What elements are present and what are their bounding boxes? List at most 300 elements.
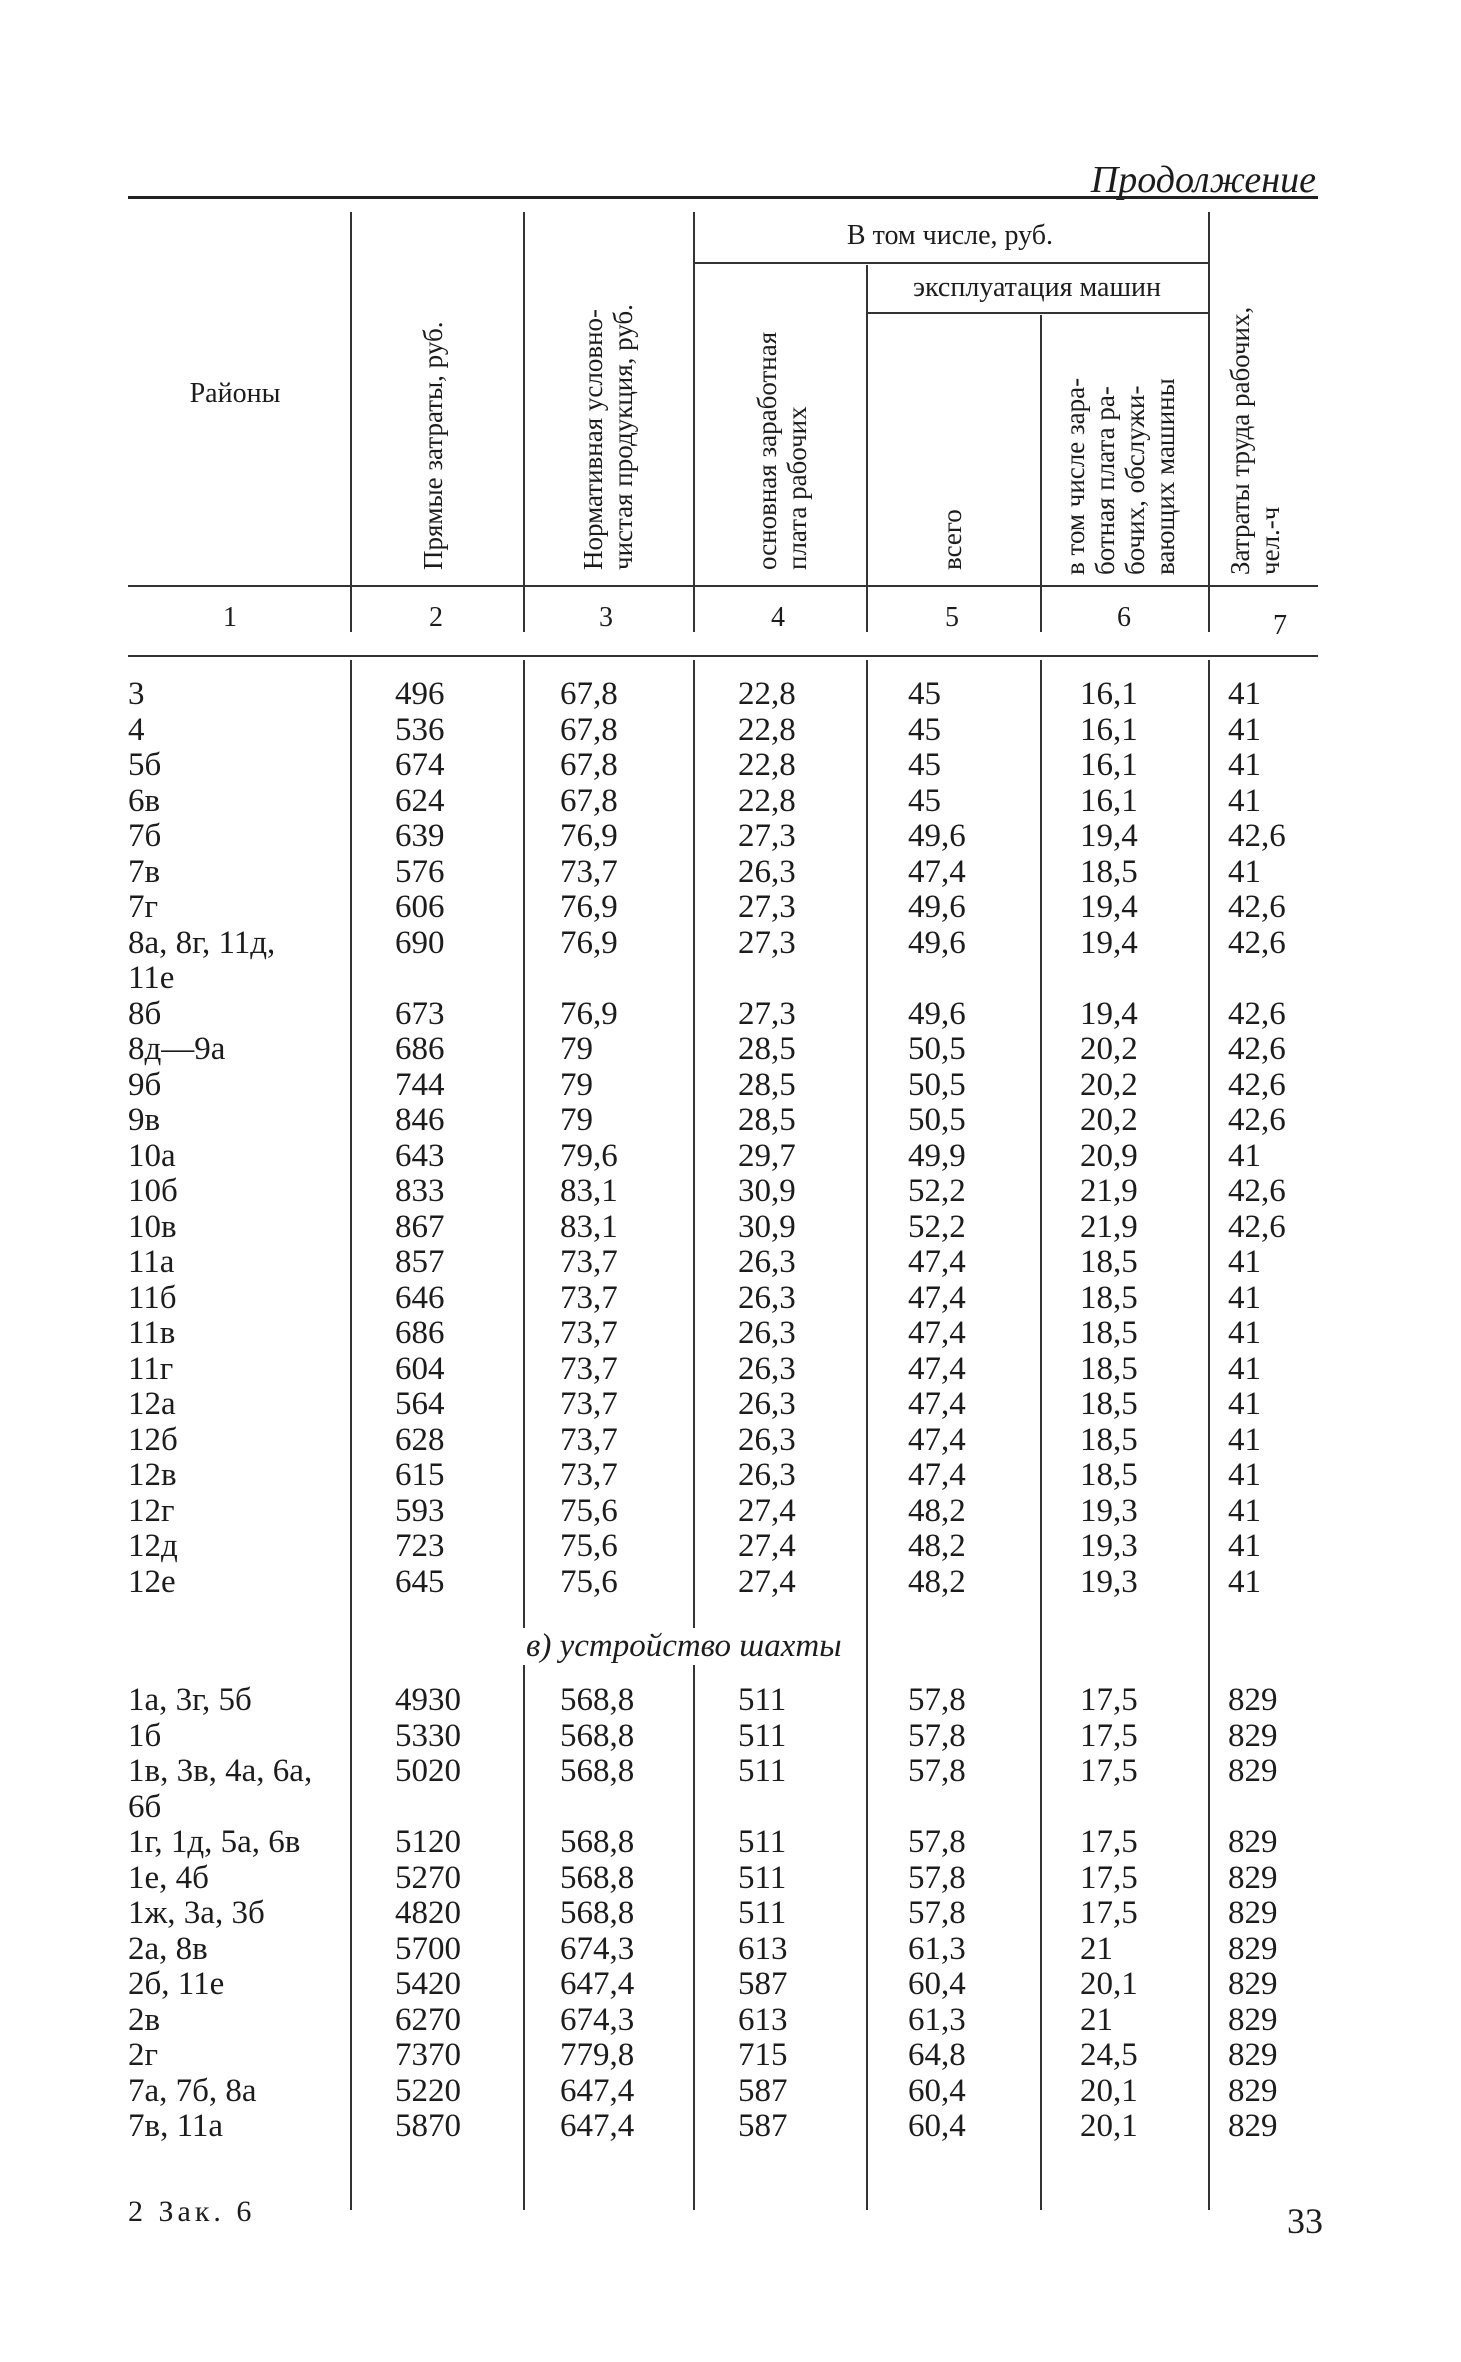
value-cell-c7: 829 [1228,1682,1278,1718]
region-cell: 5б [128,747,162,783]
region-cell: 1е, 4б [128,1859,209,1896]
value-cell-c2: 7370 [395,2037,461,2073]
value-cell-c5: 60,4 [908,1966,966,2002]
top-rule [128,196,1318,199]
value-cell-c7: 829 [1228,2072,1278,2109]
value-cell-c3: 67,8 [560,782,618,819]
header-labor-line1: Затраты труда рабочих, [1225,306,1255,575]
value-cell-c2: 857 [395,1244,445,1280]
value-cell-c6: 21,9 [1080,1208,1138,1245]
value-cell-c4: 26,3 [738,1279,796,1316]
region-cell: 2г [128,2037,159,2073]
header-total [937,509,967,570]
value-cell-c2: 673 [395,995,445,1032]
value-cell-c2: 5420 [395,1966,461,2002]
value-cell-c4: 26,3 [738,1315,796,1351]
region-cell: 1в, 3в, 4а, 6а, [128,1753,313,1789]
value-cell-c6: 18,5 [1080,1457,1138,1493]
colnum-1: 1 [223,602,237,633]
value-cell-c5: 48,2 [908,1563,966,1600]
value-cell-c6: 20,1 [1080,2072,1138,2109]
header-normative [578,304,638,570]
value-cell-c6: 19,4 [1080,889,1138,925]
value-cell-c6: 17,5 [1080,1895,1138,1931]
region-cell: 11в [128,1315,176,1351]
value-cell-c6: 18,5 [1080,1279,1138,1316]
region-cell: 7б [128,818,162,854]
value-cell-c5: 45 [908,747,941,783]
header-regions: Районы [189,378,281,409]
value-cell-c2: 593 [395,1492,445,1529]
header-direct-costs-text: Прямые затраты, руб. [418,321,448,570]
value-cell-c2: 867 [395,1208,445,1245]
value-cell-c2: 5020 [395,1753,461,1789]
value-cell-c4: 26,3 [738,1244,796,1280]
value-cell-c7: 42,6 [1228,1173,1286,1209]
value-cell-c4: 613 [738,1930,788,1967]
value-cell-c6: 17,5 [1080,1717,1138,1754]
value-cell-c4: 30,9 [738,1208,796,1245]
value-cell-c3: 83,1 [560,1173,618,1209]
value-cell-c5: 60,4 [908,2072,966,2109]
value-cell-c7: 42,6 [1228,1102,1286,1138]
value-cell-c7: 42,6 [1228,1208,1286,1245]
value-cell-c3: 76,9 [560,889,618,925]
value-cell-c4: 511 [738,1895,787,1931]
header-incl-line2: ботная плата ра- [1090,386,1120,575]
value-cell-c5: 61,3 [908,1930,966,1967]
value-cell-c2: 639 [395,818,445,854]
colnum-2: 2 [429,602,443,633]
region-cell: 11е [128,960,175,996]
value-cell-c6: 18,5 [1080,853,1138,890]
value-cell-c3: 79 [560,1066,593,1103]
value-cell-c7: 42,6 [1228,1066,1286,1103]
value-cell-c2: 6270 [395,2001,461,2038]
value-cell-c7: 41 [1228,676,1261,712]
footer-order-note: 2 Зак. 6 [128,2195,256,2228]
header-separator [350,212,352,632]
value-cell-c2: 643 [395,1137,445,1174]
value-cell-c3: 75,6 [560,1492,618,1529]
value-cell-c5: 47,4 [908,1350,966,1387]
value-cell-c6: 21,9 [1080,1173,1138,1209]
value-cell-c7: 41 [1228,1279,1261,1316]
header-including: В том числе, руб. [846,220,1054,251]
value-cell-c3: 73,7 [560,1279,618,1316]
header-incl-line1: в том числе зара- [1060,377,1090,575]
header-total-text: всего [937,509,967,570]
value-cell-c2: 645 [395,1563,445,1600]
header-labor-line2: чел.-ч [1255,506,1285,575]
value-cell-c4: 27,3 [738,995,796,1032]
value-cell-c2: 4820 [395,1895,461,1931]
region-cell: 6б [128,1788,162,1825]
value-cell-c7: 829 [1228,2037,1278,2073]
value-cell-c6: 17,5 [1080,1682,1138,1718]
value-cell-c6: 20,2 [1080,1031,1138,1067]
value-cell-c4: 29,7 [738,1137,796,1174]
value-cell-c2: 674 [395,747,445,783]
value-cell-c2: 5120 [395,1824,461,1860]
colnum-6: 6 [1117,602,1131,633]
body-separator [523,660,525,2210]
value-cell-c5: 49,6 [908,995,966,1032]
value-cell-c3: 73,7 [560,1421,618,1458]
value-cell-c5: 57,8 [908,1859,966,1896]
value-cell-c5: 57,8 [908,1717,966,1754]
value-cell-c7: 829 [1228,1859,1278,1896]
value-cell-c4: 30,9 [738,1173,796,1209]
value-cell-c4: 511 [738,1717,787,1754]
value-cell-c4: 22,8 [738,782,796,819]
value-cell-c3: 73,7 [560,1386,618,1422]
value-cell-c4: 28,5 [738,1031,796,1067]
region-cell: 12в [128,1457,177,1493]
region-cell: 11г [128,1350,174,1387]
value-cell-c7: 829 [1228,1895,1278,1931]
region-cell: 1ж, 3а, 3б [128,1895,265,1931]
value-cell-c2: 536 [395,711,445,748]
region-cell: 7а, 7б, 8а [128,2072,257,2109]
value-cell-c4: 715 [738,2037,788,2073]
value-cell-c2: 833 [395,1173,445,1209]
value-cell-c6: 19,3 [1080,1528,1138,1564]
body-separator [866,660,868,2210]
value-cell-c5: 45 [908,711,941,748]
region-cell: 2б, 11е [128,1966,225,2002]
page-number: 33 [1287,2201,1323,2241]
value-cell-c3: 76,9 [560,818,618,854]
header-base-wage-line2: плата рабочих [782,406,812,570]
value-cell-c7: 41 [1228,1315,1261,1351]
region-cell: 9в [128,1102,161,1138]
value-cell-c4: 587 [738,2072,788,2109]
value-cell-c2: 646 [395,1279,445,1316]
value-cell-c2: 690 [395,924,445,961]
value-cell-c7: 829 [1228,2108,1278,2144]
value-cell-c4: 22,8 [738,676,796,712]
colnum-7: 7 [1273,610,1287,641]
value-cell-c4: 27,3 [738,818,796,854]
value-cell-c3: 79,6 [560,1137,618,1174]
value-cell-c6: 16,1 [1080,782,1138,819]
region-cell: 3 [128,676,145,712]
header-separator [693,212,695,632]
value-cell-c4: 27,4 [738,1528,796,1564]
value-cell-c6: 20,1 [1080,1966,1138,2002]
region-cell: 1а, 3г, 5б [128,1682,252,1718]
value-cell-c6: 19,4 [1080,995,1138,1032]
value-cell-c3: 73,7 [560,1244,618,1280]
value-cell-c2: 723 [395,1528,445,1564]
value-cell-c6: 20,2 [1080,1102,1138,1138]
header-normative-line2: чистая продукция, руб. [608,304,638,570]
value-cell-c5: 64,8 [908,2037,966,2073]
value-cell-c6: 21 [1080,1930,1113,1967]
header-direct-costs [418,322,448,570]
value-cell-c3: 67,8 [560,711,618,748]
header-separator [866,265,868,632]
value-cell-c4: 26,3 [738,1421,796,1458]
region-cell: 12г [128,1492,175,1529]
header-separator [1208,212,1210,632]
value-cell-c2: 576 [395,853,445,890]
value-cell-c2: 5270 [395,1859,461,1896]
value-cell-c6: 18,5 [1080,1421,1138,1458]
value-cell-c3: 647,4 [560,2072,635,2109]
value-cell-c5: 50,5 [908,1031,966,1067]
value-cell-c7: 41 [1228,1386,1261,1422]
value-cell-c5: 48,2 [908,1528,966,1564]
value-cell-c3: 73,7 [560,853,618,890]
value-cell-c4: 511 [738,1682,787,1718]
value-cell-c6: 16,1 [1080,711,1138,748]
header-incl-line4: вающих машины [1150,378,1180,575]
region-cell: 2в [128,2001,161,2038]
region-cell: 7в [128,853,161,890]
region-cell: 10б [128,1173,178,1209]
value-cell-c7: 42,6 [1228,818,1286,854]
value-cell-c2: 628 [395,1421,445,1458]
value-cell-c6: 17,5 [1080,1753,1138,1789]
value-cell-c2: 606 [395,889,445,925]
value-cell-c7: 41 [1228,1457,1261,1493]
value-cell-c6: 20,2 [1080,1066,1138,1103]
value-cell-c6: 18,5 [1080,1244,1138,1280]
value-cell-c4: 26,3 [738,1457,796,1493]
value-cell-c5: 60,4 [908,2108,966,2144]
value-cell-c6: 18,5 [1080,1386,1138,1422]
value-cell-c4: 587 [738,2108,788,2144]
value-cell-c6: 16,1 [1080,676,1138,712]
continuation-label: Продолжение [1090,159,1316,201]
value-cell-c3: 647,4 [560,2108,635,2144]
value-cell-c5: 52,2 [908,1173,966,1209]
value-cell-c2: 5700 [395,1930,461,1967]
value-cell-c7: 41 [1228,853,1261,890]
value-cell-c3: 568,8 [560,1717,635,1754]
value-cell-c3: 75,6 [560,1528,618,1564]
value-cell-c5: 61,3 [908,2001,966,2038]
value-cell-c2: 5220 [395,2072,461,2109]
value-cell-c2: 686 [395,1315,445,1351]
region-cell: 12д [128,1528,178,1564]
value-cell-c5: 47,4 [908,1244,966,1280]
region-cell: 7г [128,889,159,925]
value-cell-c2: 846 [395,1102,445,1138]
body-separator [693,660,695,2210]
region-cell: 8б [128,995,162,1032]
value-cell-c6: 19,4 [1080,818,1138,854]
region-cell: 11б [128,1279,177,1316]
value-cell-c5: 47,4 [908,1457,966,1493]
header-incl-line3: бочих, обслужи- [1120,385,1150,575]
value-cell-c3: 73,7 [560,1350,618,1387]
body-separator [350,660,352,2210]
value-cell-c7: 41 [1228,747,1261,783]
value-cell-c7: 41 [1228,1563,1261,1600]
value-cell-c4: 511 [738,1753,787,1789]
value-cell-c2: 564 [395,1386,445,1422]
value-cell-c6: 20,1 [1080,2108,1138,2144]
value-cell-c3: 73,7 [560,1457,618,1493]
value-cell-c7: 42,6 [1228,995,1286,1032]
value-cell-c5: 57,8 [908,1824,966,1860]
region-cell: 7в, 11а [128,2108,224,2144]
value-cell-c3: 779,8 [560,2037,635,2073]
value-cell-c3: 76,9 [560,924,618,961]
value-cell-c2: 624 [395,782,445,819]
value-cell-c5: 48,2 [908,1492,966,1529]
value-cell-c6: 16,1 [1080,747,1138,783]
region-cell: 1б [128,1717,162,1754]
value-cell-c5: 57,8 [908,1753,966,1789]
header-incl-machine-wage [1060,378,1180,575]
value-cell-c6: 24,5 [1080,2037,1138,2073]
value-cell-c3: 674,3 [560,1930,635,1967]
colnum-4: 4 [771,602,785,633]
value-cell-c2: 604 [395,1350,445,1387]
value-cell-c2: 5870 [395,2108,461,2144]
value-cell-c3: 83,1 [560,1208,618,1245]
value-cell-c7: 41 [1228,1350,1261,1387]
value-cell-c4: 27,4 [738,1563,796,1600]
region-cell: 4 [128,711,145,748]
value-cell-c4: 511 [738,1859,787,1896]
region-cell: 12е [128,1563,176,1600]
region-cell: 8д—9а [128,1031,226,1067]
value-cell-c5: 49,6 [908,924,966,961]
colnum-3: 3 [599,602,613,633]
section-title-mine: в) устройство шахты [520,1628,848,1665]
value-cell-c2: 496 [395,676,445,712]
value-cell-c4: 22,8 [738,747,796,783]
value-cell-c6: 19,3 [1080,1563,1138,1600]
value-cell-c7: 41 [1228,1492,1261,1529]
value-cell-c4: 27,4 [738,1492,796,1529]
body-separator [1208,660,1210,2210]
value-cell-c7: 829 [1228,1966,1278,2002]
value-cell-c4: 587 [738,1966,788,2002]
header-machine-operation: эксплуатация машин [913,272,1161,303]
header-separator [523,212,525,632]
value-cell-c3: 568,8 [560,1824,635,1860]
value-cell-c7: 829 [1228,1930,1278,1967]
value-cell-c5: 45 [908,676,941,712]
value-cell-c7: 829 [1228,2001,1278,2038]
value-cell-c5: 47,4 [908,1386,966,1422]
value-cell-c3: 647,4 [560,1966,635,2002]
region-cell: 10в [128,1208,177,1245]
value-cell-c6: 17,5 [1080,1824,1138,1860]
value-cell-c5: 49,6 [908,889,966,925]
value-cell-c6: 17,5 [1080,1859,1138,1896]
value-cell-c4: 511 [738,1824,787,1860]
value-cell-c7: 42,6 [1228,1031,1286,1067]
region-cell: 9б [128,1066,162,1103]
value-cell-c3: 568,8 [560,1753,635,1789]
value-cell-c7: 41 [1228,1137,1261,1174]
value-cell-c7: 829 [1228,1753,1278,1789]
header-bottom-rule [128,585,1318,587]
value-cell-c6: 20,9 [1080,1137,1138,1174]
colnum-bottom-rule [128,655,1318,657]
value-cell-c6: 19,4 [1080,924,1138,961]
value-cell-c5: 57,8 [908,1895,966,1931]
region-cell: 12б [128,1421,178,1458]
value-cell-c5: 45 [908,782,941,819]
region-cell: 11а [128,1244,175,1280]
value-cell-c4: 27,3 [738,924,796,961]
value-cell-c7: 829 [1228,1717,1278,1754]
colnum-5: 5 [945,602,959,633]
value-cell-c3: 568,8 [560,1682,635,1718]
value-cell-c3: 67,8 [560,676,618,712]
region-cell: 8а, 8г, 11д, [128,924,276,961]
region-cell: 6в [128,782,161,819]
value-cell-c4: 22,8 [738,711,796,748]
value-cell-c3: 67,8 [560,747,618,783]
value-cell-c4: 26,3 [738,1350,796,1387]
body-separator [1040,660,1042,2210]
value-cell-c2: 744 [395,1066,445,1103]
value-cell-c5: 47,4 [908,1315,966,1351]
value-cell-c6: 18,5 [1080,1350,1138,1387]
value-cell-c4: 27,3 [738,889,796,925]
header-base-wage [752,332,812,570]
value-cell-c3: 79 [560,1031,593,1067]
value-cell-c3: 674,3 [560,2001,635,2038]
value-cell-c6: 18,5 [1080,1315,1138,1351]
header-rule-including [693,262,1208,264]
header-rule-machines [866,312,1208,314]
value-cell-c3: 568,8 [560,1859,635,1896]
value-cell-c7: 41 [1228,711,1261,748]
value-cell-c7: 41 [1228,1244,1261,1280]
region-cell: 2а, 8в [128,1930,208,1967]
value-cell-c3: 75,6 [560,1563,618,1600]
header-labor-costs [1225,307,1285,575]
value-cell-c3: 73,7 [560,1315,618,1351]
value-cell-c3: 76,9 [560,995,618,1032]
value-cell-c4: 28,5 [738,1102,796,1138]
region-cell: 12а [128,1386,176,1422]
value-cell-c3: 568,8 [560,1895,635,1931]
value-cell-c7: 42,6 [1228,924,1286,961]
region-cell: 1г, 1д, 5а, 6в [128,1824,301,1860]
value-cell-c5: 49,6 [908,818,966,854]
value-cell-c2: 615 [395,1457,445,1493]
header-normative-line1: Нормативная условно- [578,308,608,570]
value-cell-c5: 50,5 [908,1066,966,1103]
value-cell-c3: 79 [560,1102,593,1138]
value-cell-c5: 52,2 [908,1208,966,1245]
value-cell-c6: 21 [1080,2001,1113,2038]
value-cell-c7: 829 [1228,1824,1278,1860]
value-cell-c7: 41 [1228,1528,1261,1564]
value-cell-c5: 50,5 [908,1102,966,1138]
value-cell-c6: 19,3 [1080,1492,1138,1529]
value-cell-c5: 49,9 [908,1137,966,1174]
value-cell-c5: 47,4 [908,853,966,890]
value-cell-c7: 41 [1228,782,1261,819]
value-cell-c2: 4930 [395,1682,461,1718]
value-cell-c2: 5330 [395,1717,461,1754]
value-cell-c4: 28,5 [738,1066,796,1103]
value-cell-c4: 26,3 [738,1386,796,1422]
value-cell-c4: 613 [738,2001,788,2038]
